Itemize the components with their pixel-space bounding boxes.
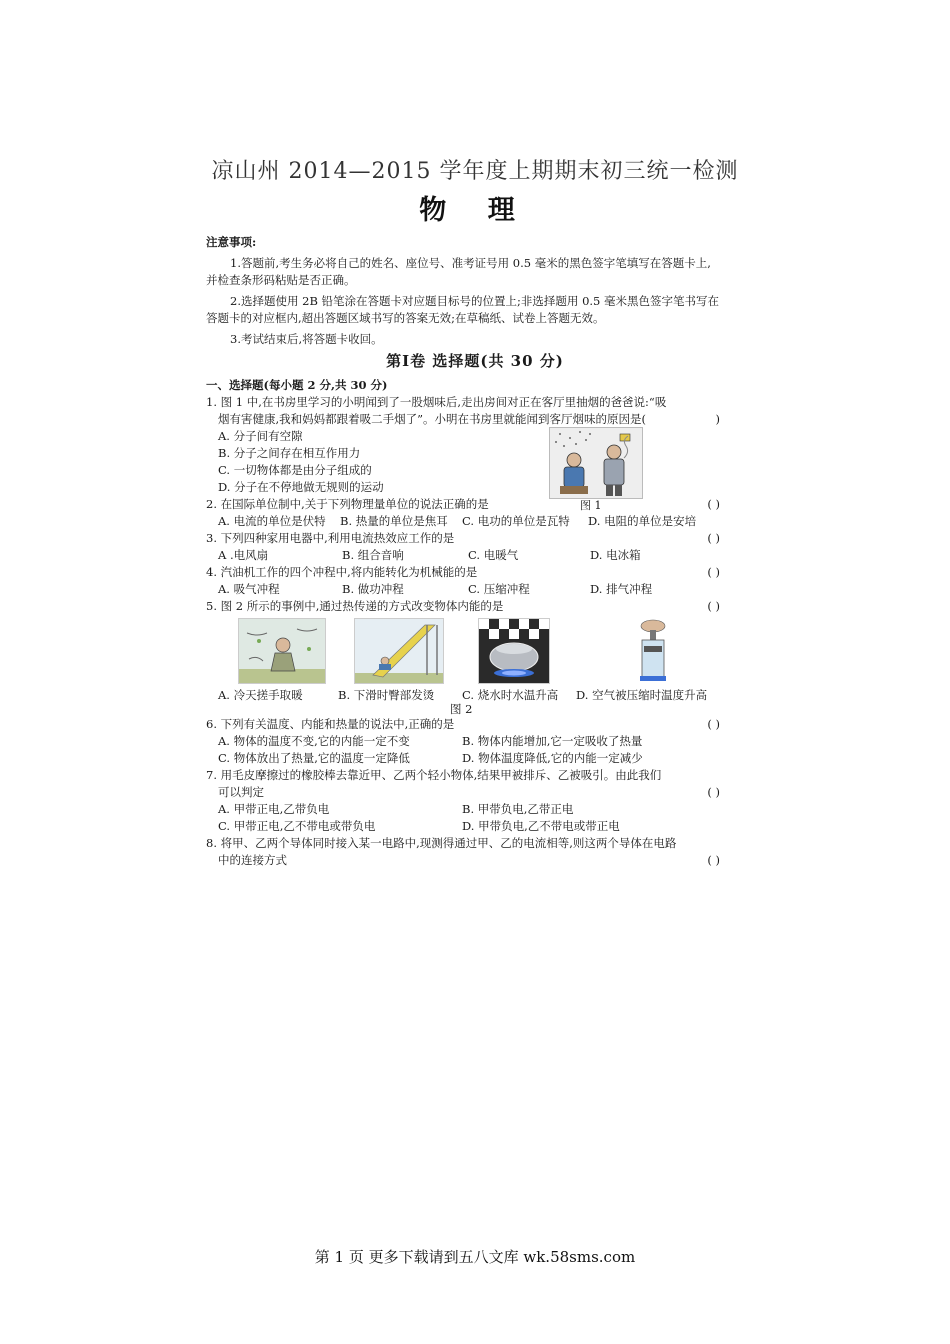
q3-option-d: D. 电冰箱 (590, 548, 641, 562)
q6-option-d: D. 物体温度降低,它的内能一定减少 (462, 751, 643, 765)
q7-option-c: C. 甲带正电,乙不带电或带负电 (218, 819, 376, 833)
q7-option-b: B. 甲带负电,乙带正电 (462, 802, 574, 816)
question-4-stem: 4. 汽油机工作的四个冲程中,将内能转化为机械能的是 (206, 565, 478, 579)
question-1-stem: 烟有害健康,我和妈妈都跟着吸二手烟了”。小明在书房里就能闻到客厅烟味的原因是( (218, 412, 647, 426)
notice-item: 2.选择题使用 2B 铅笔涂在答题卡对应题目标号的位置上;非选择题用 0.5 毫米黑色签字笔书写在答题卡的对应框内,超出答题区域书写的答案无效;在草稿纸、试卷上答题无效。 (206, 294, 720, 325)
answer-bracket: ( ) (707, 717, 720, 731)
q6-option-c: C. 物体放出了热量,它的温度一定降低 (218, 751, 410, 765)
section-heading: 一、选择题(每小题 2 分,共 30 分) (206, 378, 388, 392)
q2-option-b: B. 热量的单位是焦耳 (340, 514, 448, 528)
question-5 (206, 598, 720, 615)
figure-1-caption: 图 1 (580, 499, 602, 512)
question-2 (206, 496, 720, 513)
question-8-stem-end: 中的连接方式 (218, 853, 287, 867)
q2-option-d: D. 电阻的单位是安培 (588, 514, 697, 528)
q3-options (218, 547, 718, 564)
q4-option-b: B. 做功冲程 (342, 582, 404, 596)
q5-option-b: B. 下滑时臀部发烫 (338, 688, 435, 702)
q1-option-c: C. 一切物体都是由分子组成的 (218, 463, 372, 477)
question-8-line-1: 8. 将甲、乙两个导体同时接入某一电路中,现测得通过甲、乙的电流相等,则这两个导体在电路 (206, 836, 677, 850)
figure-2a-rubbing-hands-image (238, 618, 326, 684)
q2-option-c: C. 电功的单位是瓦特 (462, 514, 570, 528)
question-5-stem: 5. 图 2 所示的事例中,通过热传递的方式改变物体内能的是 (206, 599, 504, 613)
part-heading: 第Ⅰ卷 选择题(共 30 分) (386, 352, 564, 370)
question-1-line-1: 1. 图 1 中,在书房里学习的小明闻到了一股烟味后,走出房间对正在客厅里抽烟的爸爸说:“吸 (206, 395, 667, 409)
question-1-line-2 (206, 411, 720, 428)
q1-option-d: D. 分子在不停地做无规则的运动 (218, 480, 384, 494)
q3-option-b: B. 组合音响 (342, 548, 404, 562)
answer-bracket: ( ) (707, 599, 720, 613)
q2-option-a: A. 电流的单位是伏特 (218, 514, 326, 528)
figure-2d-air-compression-image (628, 618, 678, 682)
question-3-stem: 3. 下列四种家用电器中,利用电流热效应工作的是 (206, 531, 455, 545)
question-6 (206, 716, 720, 733)
q2-options (218, 513, 718, 530)
q6-options-row-2 (218, 750, 718, 767)
q1-option-a: A. 分子间有空隙 (218, 429, 303, 443)
notice-block (206, 234, 720, 348)
q4-options (218, 581, 718, 598)
q5-option-a: A. 冷天搓手取暖 (218, 688, 303, 702)
page-footer: 第 1 页 更多下载请到五八文库 wk.58sms.com (314, 1248, 636, 1266)
q4-option-a: A. 吸气冲程 (218, 582, 280, 596)
subject-title: 物 理 (419, 195, 531, 226)
question-3 (206, 530, 720, 547)
q6-option-a: A. 物体的温度不变,它的内能一定不变 (218, 734, 410, 748)
q6-option-b: B. 物体内能增加,它一定吸收了热量 (462, 734, 643, 748)
q4-option-c: C. 压缩冲程 (468, 582, 530, 596)
q7-options-row-1 (218, 801, 718, 818)
notice-item: 1.答题前,考生务必将自己的姓名、座位号、准考证号用 0.5 毫米的黑色签字笔填写在答题卡上,并检查条形码粘贴是否正确。 (206, 256, 711, 287)
q6-options-row-1 (218, 733, 718, 750)
q1-option-b: B. 分子之间存在相互作用力 (218, 446, 361, 460)
figure-1-smoking-illustration (549, 427, 643, 499)
figure-2-caption: 图 2 (450, 702, 473, 716)
figure-2b-slide-image (354, 618, 444, 684)
answer-bracket: ( ) (707, 785, 720, 799)
exam-title: 凉山州 2014—2015 学年度上期期末初三统一检测 (211, 159, 739, 184)
question-2-stem: 2. 在国际单位制中,关于下列物理量单位的说法正确的是 (206, 497, 489, 511)
q7-options-row-2 (218, 818, 718, 835)
question-7-line-2 (206, 784, 720, 801)
notice-heading: 注意事项: (206, 235, 257, 249)
q3-option-c: C. 电暖气 (468, 548, 519, 562)
q4-option-d: D. 排气冲程 (590, 582, 653, 596)
q5-option-d: D. 空气被压缩时温度升高 (576, 688, 708, 702)
answer-bracket: ( ) (707, 853, 720, 867)
q3-option-a: A .电风扇 (218, 548, 269, 562)
q5-option-c: C. 烧水时水温升高 (462, 688, 559, 702)
answer-bracket: ( ) (707, 497, 720, 511)
notice-item: 3.考试结束后,将答题卡收回。 (230, 332, 383, 346)
answer-bracket: ( ) (707, 531, 720, 545)
answer-bracket: ) (715, 412, 720, 426)
q7-option-a: A. 甲带正电,乙带负电 (218, 802, 330, 816)
question-7-stem-end: 可以判定 (218, 785, 264, 799)
question-4 (206, 564, 720, 581)
answer-bracket: ( ) (707, 565, 720, 579)
question-6-stem: 6. 下列有关温度、内能和热量的说法中,正确的是 (206, 717, 455, 731)
question-7-line-1: 7. 用毛皮摩擦过的橡胶棒去靠近甲、乙两个轻小物体,结果甲被排斥、乙被吸引。由此我们 (206, 768, 662, 782)
q7-option-d: D. 甲带负电,乙不带电或带正电 (462, 819, 620, 833)
question-8-line-2 (206, 852, 720, 869)
figure-2c-boiling-kettle-image (478, 618, 550, 684)
